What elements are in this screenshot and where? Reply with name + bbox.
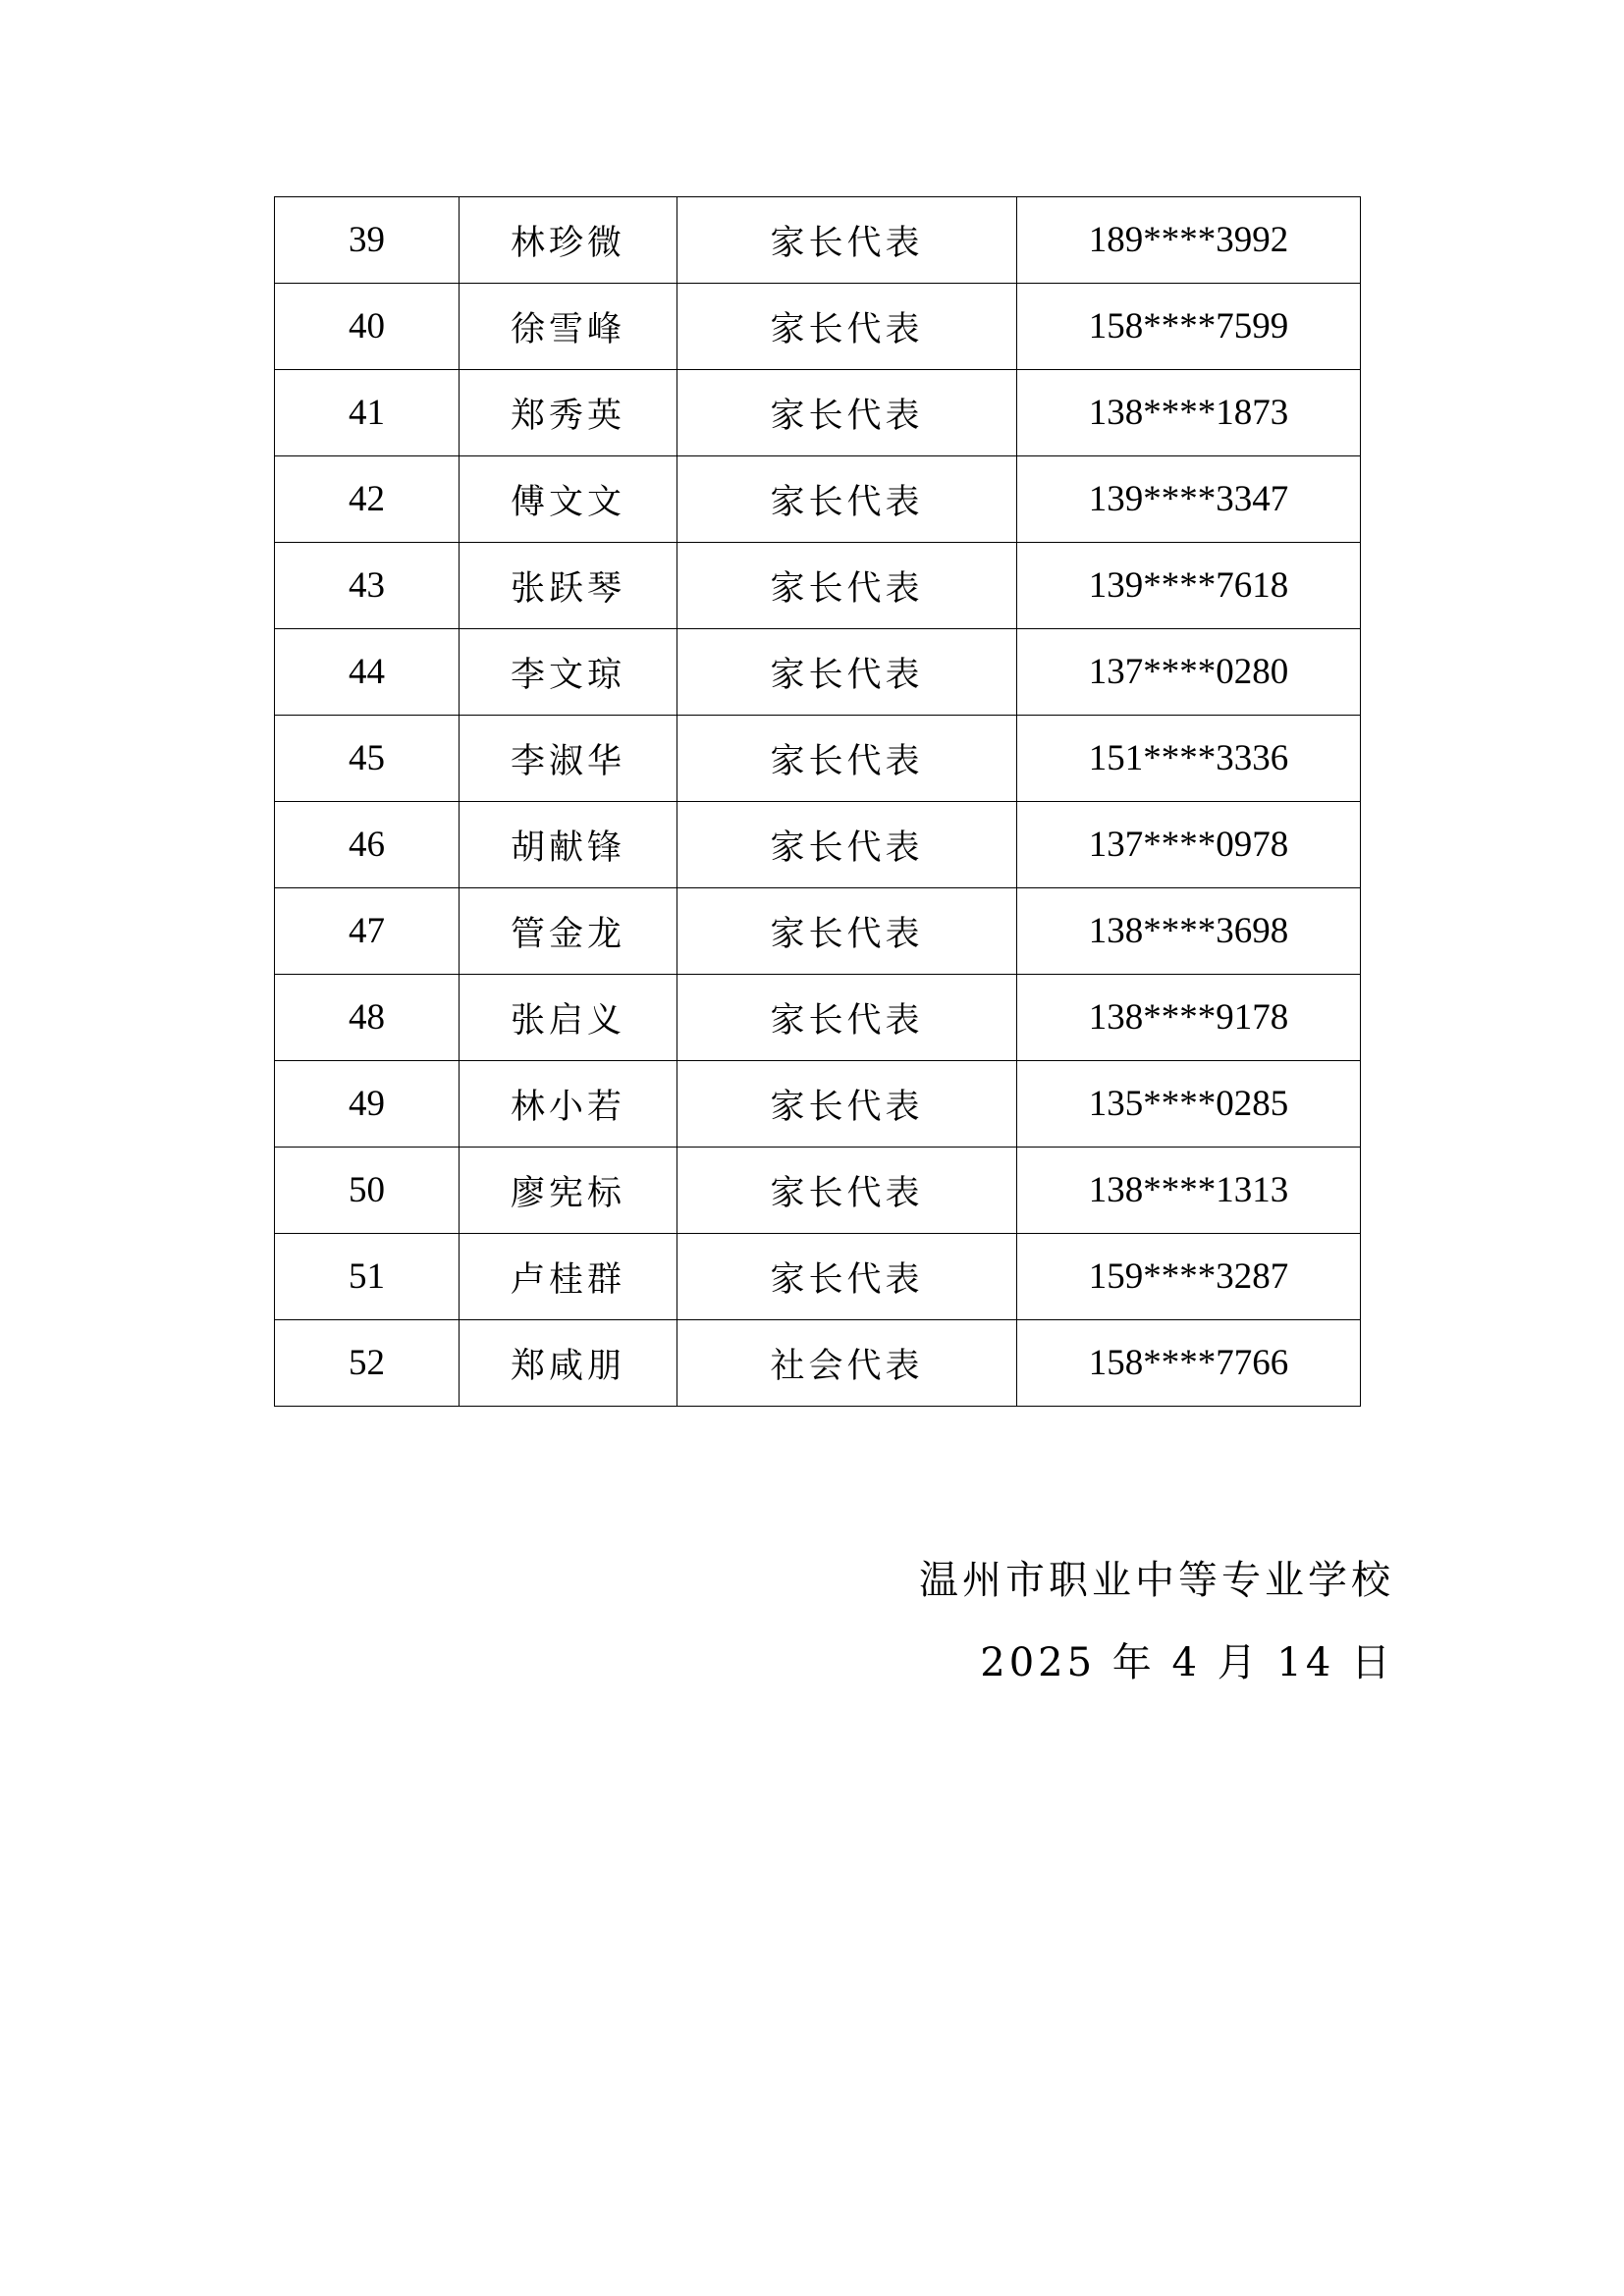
member-phone: 139****3347 [1017, 456, 1361, 543]
member-name: 管金龙 [460, 888, 677, 975]
member-name: 林珍微 [460, 197, 677, 284]
issue-date: 2025 年 4 月 14 日 [980, 1640, 1394, 1685]
table-row [275, 1061, 1361, 1148]
member-role: 家长代表 [677, 370, 1017, 456]
row-number: 42 [275, 456, 460, 543]
row-number: 39 [275, 197, 460, 284]
member-name: 郑秀英 [460, 370, 677, 456]
row-number: 51 [275, 1234, 460, 1320]
member-name: 张跃琴 [460, 543, 677, 629]
member-name: 郑咸朋 [460, 1320, 677, 1407]
row-number: 48 [275, 975, 460, 1061]
table-row [275, 543, 1361, 629]
member-name: 林小若 [460, 1061, 677, 1148]
row-number: 43 [275, 543, 460, 629]
row-number: 46 [275, 802, 460, 888]
member-phone: 139****7618 [1017, 543, 1361, 629]
table-row [275, 284, 1361, 370]
member-name: 胡献锋 [460, 802, 677, 888]
table-row [275, 975, 1361, 1061]
member-phone: 158****7599 [1017, 284, 1361, 370]
member-phone: 138****1313 [1017, 1148, 1361, 1234]
row-number: 45 [275, 716, 460, 802]
member-phone: 137****0978 [1017, 802, 1361, 888]
table-row [275, 456, 1361, 543]
member-table-body [275, 197, 1361, 1407]
member-name: 傅文文 [460, 456, 677, 543]
member-role: 家长代表 [677, 975, 1017, 1061]
row-number: 41 [275, 370, 460, 456]
member-phone: 189****3992 [1017, 197, 1361, 284]
table-row [275, 629, 1361, 716]
member-phone: 138****1873 [1017, 370, 1361, 456]
member-phone: 137****0280 [1017, 629, 1361, 716]
member-name: 李文琼 [460, 629, 677, 716]
member-phone: 151****3336 [1017, 716, 1361, 802]
member-role: 家长代表 [677, 1061, 1017, 1148]
member-name: 卢桂群 [460, 1234, 677, 1320]
member-role: 家长代表 [677, 1148, 1017, 1234]
member-name: 李淑华 [460, 716, 677, 802]
row-number: 50 [275, 1148, 460, 1234]
member-role: 家长代表 [677, 456, 1017, 543]
organization-name: 温州市职业中等专业学校 [919, 1558, 1394, 1603]
table-row [275, 716, 1361, 802]
table-row [275, 1234, 1361, 1320]
member-role: 家长代表 [677, 197, 1017, 284]
member-role: 家长代表 [677, 629, 1017, 716]
member-phone: 138****3698 [1017, 888, 1361, 975]
table-row [275, 197, 1361, 284]
row-number: 52 [275, 1320, 460, 1407]
member-phone: 159****3287 [1017, 1234, 1361, 1320]
table-row [275, 1148, 1361, 1234]
member-phone: 158****7766 [1017, 1320, 1361, 1407]
table-row [275, 802, 1361, 888]
member-role: 社会代表 [677, 1320, 1017, 1407]
row-number: 40 [275, 284, 460, 370]
member-role: 家长代表 [677, 543, 1017, 629]
member-phone: 135****0285 [1017, 1061, 1361, 1148]
member-role: 家长代表 [677, 716, 1017, 802]
row-number: 47 [275, 888, 460, 975]
row-number: 44 [275, 629, 460, 716]
member-name: 张启义 [460, 975, 677, 1061]
member-name: 徐雪峰 [460, 284, 677, 370]
table-row [275, 1320, 1361, 1407]
row-number: 49 [275, 1061, 460, 1148]
member-role: 家长代表 [677, 802, 1017, 888]
member-role: 家长代表 [677, 1234, 1017, 1320]
member-phone: 138****9178 [1017, 975, 1361, 1061]
member-role: 家长代表 [677, 888, 1017, 975]
member-table [274, 196, 1361, 1407]
member-role: 家长代表 [677, 284, 1017, 370]
table-row [275, 888, 1361, 975]
table-row [275, 370, 1361, 456]
member-name: 廖宪标 [460, 1148, 677, 1234]
